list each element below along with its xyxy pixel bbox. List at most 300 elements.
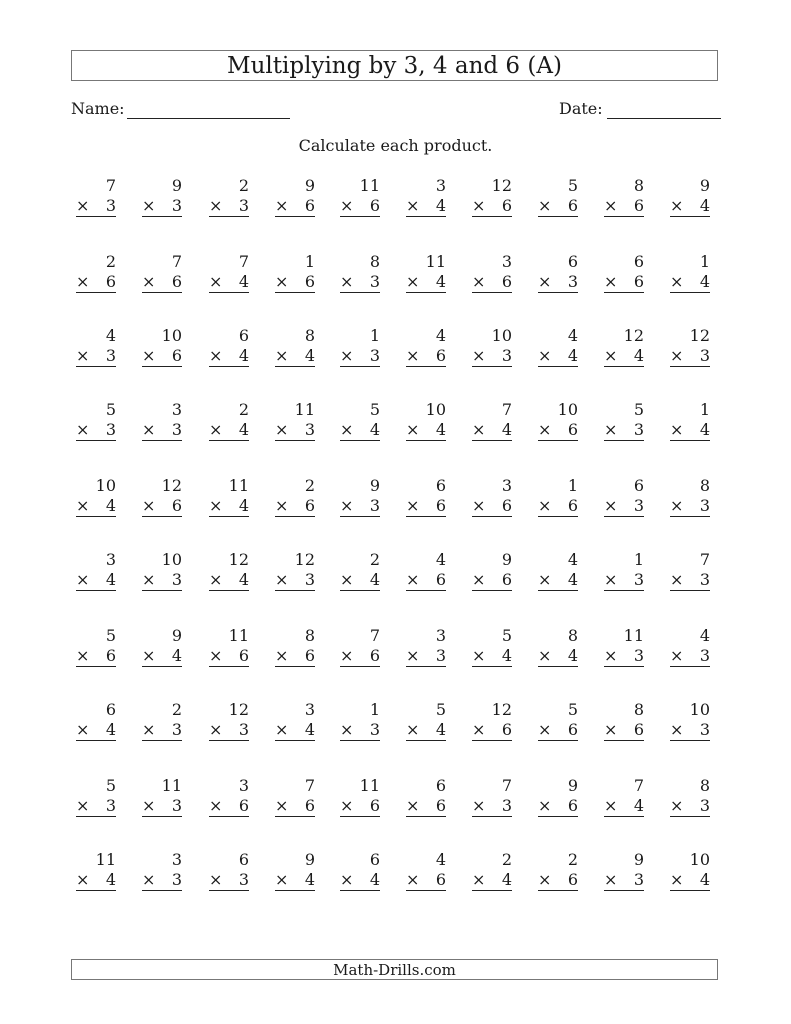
times-sign: × xyxy=(538,870,552,889)
multiplicand: 8 xyxy=(304,626,315,645)
multiplier: 3 xyxy=(633,420,644,439)
multiplier-line xyxy=(604,796,644,817)
multiplicand: 3 xyxy=(304,700,315,719)
problem xyxy=(209,476,249,517)
times-sign: × xyxy=(340,496,354,515)
times-sign: × xyxy=(406,720,420,739)
multiplier: 4 xyxy=(699,420,710,439)
multiplier: 4 xyxy=(633,796,644,815)
multiplier: 6 xyxy=(567,420,578,439)
multiplier-line xyxy=(604,346,644,367)
problem xyxy=(670,626,710,667)
multiplicand: 1 xyxy=(699,252,710,271)
multiplicand: 10 xyxy=(95,476,116,495)
problem xyxy=(76,700,116,741)
multiplier-line xyxy=(604,720,644,741)
times-sign: × xyxy=(76,570,90,589)
times-sign: × xyxy=(604,272,618,291)
times-sign: × xyxy=(275,796,289,815)
multiplicand: 9 xyxy=(171,176,182,195)
multiplier-line xyxy=(142,796,182,817)
multiplier-line xyxy=(275,646,315,667)
times-sign: × xyxy=(670,570,684,589)
multiplicand: 2 xyxy=(501,850,512,869)
problem xyxy=(406,700,446,741)
multiplicand: 4 xyxy=(435,850,446,869)
multiplicand: 8 xyxy=(633,176,644,195)
multiplier: 6 xyxy=(501,196,512,215)
multiplier: 3 xyxy=(171,570,182,589)
multiplier-line xyxy=(604,870,644,891)
times-sign: × xyxy=(538,346,552,365)
multiplier: 6 xyxy=(369,196,380,215)
times-sign: × xyxy=(670,720,684,739)
multiplier-line xyxy=(142,272,182,293)
times-sign: × xyxy=(472,420,486,439)
multiplier-line xyxy=(472,796,512,817)
times-sign: × xyxy=(406,196,420,215)
times-sign: × xyxy=(275,196,289,215)
multiplier-line xyxy=(76,570,116,591)
multiplier-line xyxy=(670,720,710,741)
multiplier: 4 xyxy=(105,870,116,889)
multiplier-line xyxy=(340,420,380,441)
multiplier: 6 xyxy=(567,496,578,515)
times-sign: × xyxy=(275,646,289,665)
problem xyxy=(604,252,644,293)
multiplier: 6 xyxy=(633,196,644,215)
problem xyxy=(670,476,710,517)
multiplier-line xyxy=(275,720,315,741)
problem xyxy=(538,700,578,741)
problem xyxy=(142,626,182,667)
multiplier-line xyxy=(472,570,512,591)
multiplicand: 9 xyxy=(369,476,380,495)
times-sign: × xyxy=(275,720,289,739)
problem xyxy=(76,850,116,891)
problem xyxy=(604,400,644,441)
multiplicand: 12 xyxy=(161,476,182,495)
problem xyxy=(76,252,116,293)
times-sign: × xyxy=(406,420,420,439)
multiplicand: 12 xyxy=(228,550,249,569)
multiplier-line xyxy=(472,496,512,517)
multiplier-line xyxy=(340,796,380,817)
problem xyxy=(142,476,182,517)
date-label: Date: xyxy=(559,99,603,118)
multiplicand: 4 xyxy=(567,326,578,345)
times-sign: × xyxy=(275,570,289,589)
multiplier: 6 xyxy=(304,796,315,815)
problem xyxy=(142,176,182,217)
multiplicand: 11 xyxy=(228,626,249,645)
times-sign: × xyxy=(604,796,618,815)
multiplier-line xyxy=(275,496,315,517)
problem xyxy=(538,400,578,441)
multiplier-line xyxy=(604,570,644,591)
multiplier-line xyxy=(538,720,578,741)
multiplier: 6 xyxy=(501,720,512,739)
multiplier-line xyxy=(538,570,578,591)
multiplicand: 8 xyxy=(304,326,315,345)
multiplier: 6 xyxy=(435,870,446,889)
problem xyxy=(76,476,116,517)
problem xyxy=(670,850,710,891)
multiplier: 6 xyxy=(369,796,380,815)
times-sign: × xyxy=(275,420,289,439)
multiplier: 3 xyxy=(304,570,315,589)
multiplier: 3 xyxy=(171,196,182,215)
multiplier-line xyxy=(209,796,249,817)
problem xyxy=(538,850,578,891)
times-sign: × xyxy=(406,646,420,665)
multiplier: 4 xyxy=(238,496,249,515)
multiplicand: 7 xyxy=(238,252,249,271)
multiplier: 3 xyxy=(238,196,249,215)
problem xyxy=(538,776,578,817)
problem xyxy=(538,176,578,217)
times-sign: × xyxy=(142,420,156,439)
multiplier-line xyxy=(340,196,380,217)
problem xyxy=(142,776,182,817)
problem xyxy=(472,400,512,441)
times-sign: × xyxy=(76,796,90,815)
problem xyxy=(604,850,644,891)
multiplier-line xyxy=(472,720,512,741)
multiplicand: 3 xyxy=(171,850,182,869)
multiplier-line xyxy=(604,196,644,217)
multiplier: 4 xyxy=(567,570,578,589)
multiplier-line xyxy=(209,496,249,517)
multiplier: 4 xyxy=(369,420,380,439)
multiplier-line xyxy=(275,272,315,293)
multiplier: 3 xyxy=(238,870,249,889)
problem xyxy=(76,176,116,217)
multiplier-line xyxy=(340,570,380,591)
times-sign: × xyxy=(209,496,223,515)
times-sign: × xyxy=(340,796,354,815)
multiplier-line xyxy=(406,420,446,441)
multiplier-line xyxy=(209,570,249,591)
times-sign: × xyxy=(538,272,552,291)
times-sign: × xyxy=(472,272,486,291)
multiplicand: 6 xyxy=(633,252,644,271)
multiplicand: 7 xyxy=(304,776,315,795)
multiplicand: 6 xyxy=(633,476,644,495)
multiplier: 4 xyxy=(238,272,249,291)
times-sign: × xyxy=(670,870,684,889)
problem xyxy=(472,252,512,293)
times-sign: × xyxy=(670,646,684,665)
times-sign: × xyxy=(670,420,684,439)
multiplier: 3 xyxy=(105,346,116,365)
times-sign: × xyxy=(604,196,618,215)
problem xyxy=(670,550,710,591)
multiplier: 6 xyxy=(501,570,512,589)
multiplicand: 4 xyxy=(435,550,446,569)
multiplier-line xyxy=(472,346,512,367)
problem xyxy=(340,176,380,217)
multiplier: 6 xyxy=(567,796,578,815)
multiplier: 3 xyxy=(369,720,380,739)
multiplier: 3 xyxy=(633,496,644,515)
problem xyxy=(670,776,710,817)
multiplicand: 3 xyxy=(501,476,512,495)
multiplier: 4 xyxy=(369,870,380,889)
multiplier-line xyxy=(142,720,182,741)
multiplier: 3 xyxy=(699,570,710,589)
multiplicand: 1 xyxy=(633,550,644,569)
multiplier: 6 xyxy=(633,272,644,291)
times-sign: × xyxy=(209,720,223,739)
multiplier-line xyxy=(340,870,380,891)
multiplier: 3 xyxy=(699,720,710,739)
multiplier-line xyxy=(538,196,578,217)
multiplicand: 9 xyxy=(633,850,644,869)
problem xyxy=(472,850,512,891)
multiplicand: 12 xyxy=(491,176,512,195)
multiplicand: 4 xyxy=(435,326,446,345)
times-sign: × xyxy=(76,720,90,739)
multiplicand: 10 xyxy=(689,850,710,869)
multiplicand: 7 xyxy=(633,776,644,795)
multiplicand: 11 xyxy=(294,400,315,419)
multiplier: 4 xyxy=(435,720,446,739)
multiplier-line xyxy=(604,420,644,441)
problem xyxy=(340,326,380,367)
times-sign: × xyxy=(275,870,289,889)
multiplier: 4 xyxy=(435,272,446,291)
problem xyxy=(275,850,315,891)
problem xyxy=(604,326,644,367)
problem xyxy=(209,326,249,367)
problem xyxy=(406,176,446,217)
multiplier: 6 xyxy=(567,720,578,739)
multiplicand: 5 xyxy=(369,400,380,419)
times-sign: × xyxy=(604,870,618,889)
multiplicand: 3 xyxy=(435,626,446,645)
times-sign: × xyxy=(142,796,156,815)
multiplicand: 9 xyxy=(699,176,710,195)
multiplier-line xyxy=(538,870,578,891)
times-sign: × xyxy=(406,346,420,365)
times-sign: × xyxy=(406,870,420,889)
multiplier: 3 xyxy=(238,720,249,739)
multiplicand: 6 xyxy=(369,850,380,869)
multiplicand: 9 xyxy=(501,550,512,569)
multiplier-line xyxy=(406,646,446,667)
multiplicand: 1 xyxy=(699,400,710,419)
multiplicand: 2 xyxy=(238,176,249,195)
times-sign: × xyxy=(604,720,618,739)
multiplier-line xyxy=(209,196,249,217)
multiplicand: 11 xyxy=(161,776,182,795)
times-sign: × xyxy=(670,196,684,215)
times-sign: × xyxy=(538,496,552,515)
multiplicand: 11 xyxy=(359,776,380,795)
multiplicand: 8 xyxy=(567,626,578,645)
times-sign: × xyxy=(340,870,354,889)
footer: Math-Drills.com xyxy=(71,959,718,980)
problem xyxy=(76,326,116,367)
times-sign: × xyxy=(472,870,486,889)
times-sign: × xyxy=(76,346,90,365)
multiplier: 3 xyxy=(105,796,116,815)
multiplicand: 12 xyxy=(623,326,644,345)
multiplier: 6 xyxy=(171,496,182,515)
multiplicand: 7 xyxy=(369,626,380,645)
problem xyxy=(142,700,182,741)
problem xyxy=(142,850,182,891)
multiplicand: 9 xyxy=(304,850,315,869)
multiplicand: 11 xyxy=(359,176,380,195)
times-sign: × xyxy=(604,646,618,665)
multiplier: 3 xyxy=(501,796,512,815)
multiplicand: 1 xyxy=(304,252,315,271)
multiplicand: 3 xyxy=(105,550,116,569)
multiplier-line xyxy=(406,720,446,741)
multiplier: 3 xyxy=(171,870,182,889)
multiplier: 6 xyxy=(171,346,182,365)
problem xyxy=(472,776,512,817)
multiplier: 3 xyxy=(369,346,380,365)
problem xyxy=(142,252,182,293)
multiplier: 6 xyxy=(304,196,315,215)
multiplier-line xyxy=(472,196,512,217)
problem xyxy=(340,400,380,441)
multiplier-line xyxy=(604,272,644,293)
problem xyxy=(76,550,116,591)
worksheet-title: Multiplying by 3, 4 and 6 (A) xyxy=(71,50,718,81)
multiplier-line xyxy=(340,496,380,517)
times-sign: × xyxy=(340,196,354,215)
times-sign: × xyxy=(406,796,420,815)
times-sign: × xyxy=(472,720,486,739)
problem xyxy=(670,400,710,441)
times-sign: × xyxy=(670,496,684,515)
multiplicand: 1 xyxy=(567,476,578,495)
multiplicand: 5 xyxy=(567,700,578,719)
instructions: Calculate each product. xyxy=(298,136,493,155)
problem xyxy=(538,476,578,517)
multiplier-line xyxy=(472,420,512,441)
problem xyxy=(538,326,578,367)
multiplicand: 5 xyxy=(435,700,446,719)
multiplier-line xyxy=(472,272,512,293)
multiplier: 4 xyxy=(567,646,578,665)
multiplier: 3 xyxy=(699,346,710,365)
problem xyxy=(340,252,380,293)
times-sign: × xyxy=(275,272,289,291)
multiplier-line xyxy=(604,646,644,667)
multiplier-line xyxy=(406,796,446,817)
times-sign: × xyxy=(604,496,618,515)
multiplicand: 5 xyxy=(501,626,512,645)
multiplier: 4 xyxy=(369,570,380,589)
problem xyxy=(340,850,380,891)
problem xyxy=(604,626,644,667)
multiplier: 3 xyxy=(369,496,380,515)
problem xyxy=(604,176,644,217)
multiplicand: 5 xyxy=(105,776,116,795)
multiplicand: 2 xyxy=(105,252,116,271)
multiplier-line xyxy=(76,646,116,667)
multiplier: 6 xyxy=(435,346,446,365)
times-sign: × xyxy=(76,496,90,515)
problem xyxy=(275,550,315,591)
multiplier-line xyxy=(406,870,446,891)
multiplier: 4 xyxy=(699,196,710,215)
problem xyxy=(209,550,249,591)
problem xyxy=(472,550,512,591)
multiplicand: 11 xyxy=(95,850,116,869)
multiplier-line xyxy=(670,570,710,591)
problem xyxy=(76,400,116,441)
times-sign: × xyxy=(142,272,156,291)
multiplier-line xyxy=(406,496,446,517)
times-sign: × xyxy=(209,346,223,365)
problem xyxy=(538,626,578,667)
multiplier: 3 xyxy=(633,646,644,665)
multiplier: 6 xyxy=(304,646,315,665)
multiplier: 3 xyxy=(105,196,116,215)
times-sign: × xyxy=(340,570,354,589)
problem xyxy=(406,850,446,891)
multiplier: 4 xyxy=(501,870,512,889)
multiplicand: 11 xyxy=(623,626,644,645)
multiplicand: 3 xyxy=(171,400,182,419)
multiplier-line xyxy=(142,870,182,891)
multiplier-line xyxy=(670,646,710,667)
problem xyxy=(406,550,446,591)
multiplier: 4 xyxy=(699,870,710,889)
multiplier-line xyxy=(406,272,446,293)
multiplier-line xyxy=(406,196,446,217)
problem xyxy=(472,700,512,741)
multiplicand: 2 xyxy=(304,476,315,495)
times-sign: × xyxy=(209,796,223,815)
multiplier: 6 xyxy=(304,272,315,291)
problem xyxy=(604,476,644,517)
problem xyxy=(670,326,710,367)
multiplicand: 5 xyxy=(105,626,116,645)
problem xyxy=(670,700,710,741)
multiplicand: 8 xyxy=(699,476,710,495)
multiplicand: 7 xyxy=(105,176,116,195)
times-sign: × xyxy=(472,496,486,515)
times-sign: × xyxy=(275,346,289,365)
multiplier: 4 xyxy=(304,870,315,889)
multiplier: 4 xyxy=(699,272,710,291)
problem xyxy=(406,252,446,293)
multiplicand: 12 xyxy=(294,550,315,569)
times-sign: × xyxy=(538,646,552,665)
multiplier: 3 xyxy=(699,496,710,515)
multiplier: 6 xyxy=(238,646,249,665)
multiplicand: 3 xyxy=(238,776,249,795)
multiplier-line xyxy=(76,496,116,517)
multiplier-line xyxy=(142,346,182,367)
times-sign: × xyxy=(209,570,223,589)
multiplier: 3 xyxy=(369,272,380,291)
problem xyxy=(340,700,380,741)
multiplicand: 6 xyxy=(238,326,249,345)
times-sign: × xyxy=(472,796,486,815)
multiplicand: 9 xyxy=(567,776,578,795)
multiplicand: 4 xyxy=(699,626,710,645)
times-sign: × xyxy=(209,646,223,665)
multiplier-line xyxy=(76,196,116,217)
